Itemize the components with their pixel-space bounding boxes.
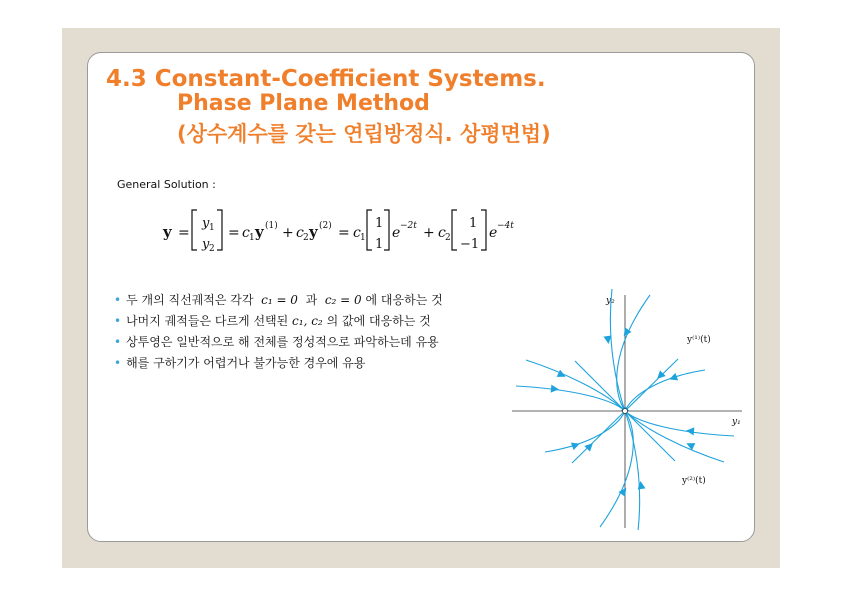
phase-portrait	[510, 285, 745, 530]
bracket-left-2	[367, 210, 372, 250]
eq-y1: y	[202, 216, 210, 231]
y1-axis-label: y₁	[732, 417, 741, 427]
bullet-item-2	[114, 311, 443, 332]
eq-c2-a-sub: 2	[303, 233, 309, 243]
eq-v2-bottom: −1	[460, 237, 480, 252]
eq-exp-1: −2t	[400, 221, 417, 231]
eq-e-1: e	[392, 225, 401, 241]
bullet-dot-icon: •	[114, 314, 122, 328]
eq-equals-3: =	[338, 225, 350, 241]
bullet-1-pre: 두 개의 직선궤적은 각각	[126, 293, 254, 307]
title-line-2: Phase Plane Method	[177, 91, 430, 116]
eq-y-sup1: y	[255, 223, 264, 241]
bullet-2-c1c2: c₁, c₂	[292, 314, 323, 328]
eq-equals-2: =	[228, 225, 240, 241]
eq-c2-b-sub: 2	[445, 233, 451, 243]
bullet-2-post: 의 값에 대응하는 것	[326, 314, 431, 328]
label-y2t: y⁽²⁾(t)	[682, 476, 706, 486]
eq-sup1: (1)	[265, 221, 278, 231]
arrow-icon	[686, 427, 695, 436]
eq-sup2: (2)	[319, 221, 332, 231]
label-y1t: y⁽¹⁾(t)	[687, 335, 711, 345]
bracket-right-2	[384, 210, 389, 250]
arrow-icon	[571, 440, 581, 450]
bullet-item-4	[114, 353, 443, 374]
eq-y1-sub: 1	[209, 223, 215, 233]
eq-e-2: e	[489, 225, 498, 241]
bullet-3-text: 상투영은 일반적으로 해 전체를 정성적으로 파악하는데 유용	[126, 335, 439, 349]
arrow-icon	[668, 373, 678, 383]
eq-y-sup2: y	[309, 223, 318, 241]
bullet-4-text: 해를 구하기가 어렵거나 불가능한 경우에 유용	[126, 356, 366, 370]
trajectory-curve-3	[617, 295, 650, 411]
eq-c1-a: c	[242, 225, 250, 241]
arrow-icon	[551, 385, 560, 394]
y2-axis-label: y₂	[606, 296, 615, 306]
trajectory-curve-9	[526, 360, 625, 411]
eq-c1-b-sub: 1	[360, 233, 366, 243]
eq-c2-a: c	[296, 225, 304, 241]
bullet-dot-icon: •	[114, 356, 122, 370]
eq-c1-b: c	[353, 225, 361, 241]
eq-c2-b: c	[438, 225, 446, 241]
general-solution-equation	[155, 196, 565, 266]
trajectory-curve-4	[600, 411, 633, 527]
general-solution-label: General Solution :	[117, 178, 216, 191]
bracket-right-1	[217, 210, 222, 250]
eq-exp-2: −4t	[497, 221, 514, 231]
eq-y2: y	[202, 237, 210, 252]
critical-point	[623, 409, 628, 414]
bullet-dot-icon: •	[114, 335, 122, 349]
title-line-1: 4.3 Constant-Coefficient Systems.	[106, 66, 546, 92]
eq-v2-top: 1	[469, 216, 478, 231]
bullet-1-post: 에 대응하는 것	[365, 293, 443, 307]
eq-c1-a-sub: 1	[249, 233, 255, 243]
eq-equals-1: =	[178, 225, 190, 241]
eq-v1-bottom: 1	[375, 237, 384, 252]
bullet-1-c2-zero: c₂ = 0	[324, 293, 362, 307]
bullet-list	[114, 290, 443, 374]
eq-y: y	[163, 223, 172, 241]
bullet-2-pre: 나머지 궤적들은 다르게 선택된	[126, 314, 289, 328]
eq-plus-1: +	[282, 225, 294, 241]
bullet-1-c1-zero: c₁ = 0	[261, 293, 298, 307]
title-line-3: (상수계수를 갖는 연립방정식. 상평면법)	[177, 122, 551, 146]
eq-y2-sub: 2	[209, 244, 215, 254]
bracket-left-1	[192, 210, 197, 250]
eq-plus-2: +	[423, 225, 435, 241]
arrow-icon	[636, 480, 645, 489]
bullet-item-1	[114, 290, 443, 311]
arrow-icon	[618, 485, 629, 496]
bullet-1-mid: 과	[305, 293, 318, 307]
bullet-dot-icon: •	[114, 293, 122, 307]
trajectory-curve-10	[625, 411, 724, 462]
bullet-item-3	[114, 332, 443, 353]
eq-v1-top: 1	[375, 216, 384, 231]
bracket-left-3	[452, 210, 457, 250]
bracket-right-3	[481, 210, 486, 250]
